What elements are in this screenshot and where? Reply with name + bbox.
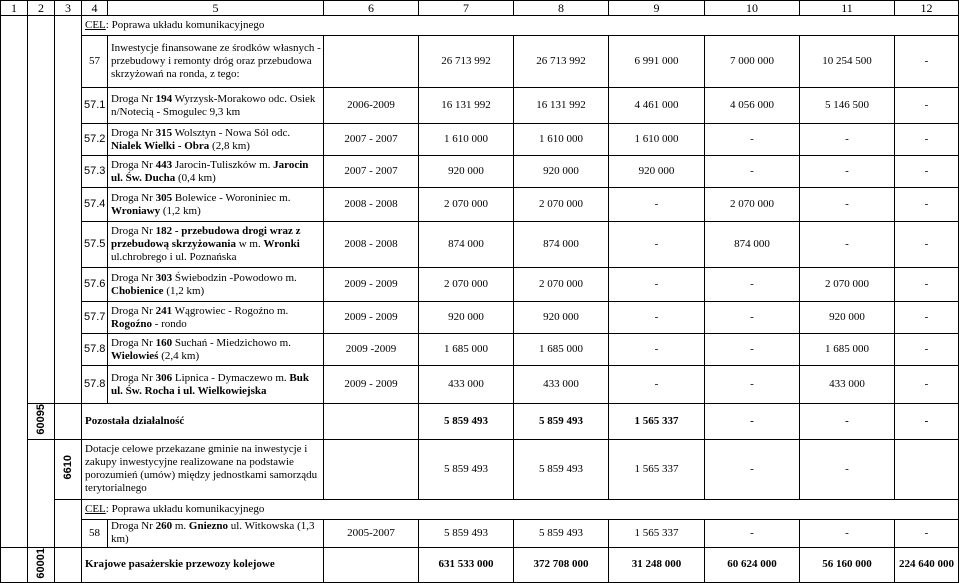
row-description: Droga Nr 443 Jarocin-Tuliszków m. Jarocin ul. Św. Ducha (0,4 km)	[108, 156, 324, 188]
value-cell: -	[609, 302, 705, 334]
period-cell: 2006-2009	[324, 88, 419, 124]
cel-label: CEL	[85, 19, 106, 31]
paragraph-label: Dotacje celowe przekazane gminie na inwestycje i zakupy inwestycyjne realizowane na podstawie porozumień (umów) między jednostkami samorządu terytorialnego	[82, 439, 324, 499]
period-cell: 2008 - 2008	[324, 188, 419, 222]
period-cell: 2007 - 2007	[324, 156, 419, 188]
table-row	[1, 519, 959, 547]
table-row	[1, 334, 959, 366]
paragraph-row	[1, 439, 959, 499]
value-cell: -	[705, 334, 800, 366]
value-cell: 6 991 000	[609, 36, 705, 88]
row-description: Droga Nr 305 Bolewice - Woroniniec m. Wroniawy (1,2 km)	[108, 188, 324, 222]
value-cell: 920 000	[419, 302, 514, 334]
value-cell: 1 610 000	[609, 124, 705, 156]
value-cell: 26 713 992	[514, 36, 609, 88]
value-cell: -	[800, 156, 895, 188]
header-cell: 9	[609, 1, 705, 16]
value-cell: 56 160 000	[800, 547, 895, 583]
row-description: Droga Nr 194 Wyrzysk-Morakowo odc. Osiek n/Notecią - Smogulec 9,3 km	[108, 88, 324, 124]
value-cell: 31 248 000	[609, 547, 705, 583]
value-cell: -	[895, 88, 959, 124]
value-cell: -	[895, 302, 959, 334]
value-cell: 5 859 493	[419, 439, 514, 499]
value-cell: 874 000	[419, 222, 514, 268]
header-cell: 5	[108, 1, 324, 16]
value-cell: 4 056 000	[705, 88, 800, 124]
value-cell: 874 000	[514, 222, 609, 268]
value-cell: -	[705, 156, 800, 188]
header-cell: 7	[419, 1, 514, 16]
value-cell: 1 685 000	[800, 334, 895, 366]
value-cell: -	[895, 404, 959, 440]
section-row	[1, 547, 959, 583]
table-row	[1, 222, 959, 268]
row-number: 58	[82, 519, 108, 547]
table-row	[1, 156, 959, 188]
value-cell: -	[895, 222, 959, 268]
row-number: 57.1	[82, 88, 108, 124]
value-cell: 16 131 992	[514, 88, 609, 124]
value-cell: 16 131 992	[419, 88, 514, 124]
value-cell: 224 640 000	[895, 547, 959, 583]
row-description: Droga Nr 160 Suchań - Miedzichowo m. Wielowieś (2,4 km)	[108, 334, 324, 366]
value-cell	[324, 404, 419, 440]
header-cell: 8	[514, 1, 609, 16]
value-cell: 1 565 337	[609, 404, 705, 440]
row-number: 57	[82, 36, 108, 88]
section-label: Pozostała działalność	[82, 404, 324, 440]
section-code-cell	[28, 547, 55, 583]
row-number: 57.8	[82, 366, 108, 404]
table-row	[1, 366, 959, 404]
value-cell: 433 000	[514, 366, 609, 404]
row-description: Droga Nr 315 Wolsztyn - Nowa Sól odc. Nialek Wielki - Obra (2,8 km)	[108, 124, 324, 156]
header-cell: 6	[324, 1, 419, 16]
value-cell: 10 254 500	[800, 36, 895, 88]
value-cell: 920 000	[609, 156, 705, 188]
paragraph-code: 6610	[61, 454, 74, 480]
row-description: Inwestycje finansowane ze środków własnych - przebudowy i remonty dróg oraz przebudowa skrzyżowań na ronda, z tego:	[108, 36, 324, 88]
value-cell: 920 000	[514, 156, 609, 188]
value-cell: 433 000	[419, 366, 514, 404]
row-number: 57.5	[82, 222, 108, 268]
value-cell: 1 565 337	[609, 519, 705, 547]
table-row	[1, 302, 959, 334]
value-cell: -	[609, 334, 705, 366]
table-row	[1, 88, 959, 124]
value-cell: 2 070 000	[514, 188, 609, 222]
header-row	[1, 1, 959, 16]
period-cell: 2009 - 2009	[324, 268, 419, 302]
row-description: Droga Nr 241 Wągrowiec - Rogoźno m. Rogoźno - rondo	[108, 302, 324, 334]
value-cell	[324, 36, 419, 88]
row-number: 57.3	[82, 156, 108, 188]
section-code: 60095	[34, 404, 47, 435]
value-cell: 433 000	[800, 366, 895, 404]
cel-row	[1, 499, 959, 519]
header-cell: 2	[28, 1, 55, 16]
value-cell: -	[800, 222, 895, 268]
value-cell: -	[609, 188, 705, 222]
value-cell	[324, 439, 419, 499]
value-cell	[895, 439, 959, 499]
value-cell: -	[705, 404, 800, 440]
value-cell: 5 859 493	[514, 404, 609, 440]
value-cell: -	[705, 124, 800, 156]
row-number: 57.6	[82, 268, 108, 302]
value-cell: 5 146 500	[800, 88, 895, 124]
row-description: Droga Nr 182 - przebudowa drogi wraz z przebudową skrzyżowania w m. Wronki ul.chrobrego i ul. Poznańska	[108, 222, 324, 268]
cel-text: : Poprawa układu komunikacyjnego	[105, 502, 265, 515]
header-cell: 4	[82, 1, 108, 16]
value-cell: -	[800, 439, 895, 499]
period-cell: 2008 - 2008	[324, 222, 419, 268]
value-cell: 5 859 493	[419, 404, 514, 440]
table-row	[1, 124, 959, 156]
value-cell: 1 685 000	[419, 334, 514, 366]
table-row	[1, 268, 959, 302]
row-number: 57.8	[82, 334, 108, 366]
value-cell: 1 610 000	[514, 124, 609, 156]
period-cell: 2009 - 2009	[324, 302, 419, 334]
row-description: Droga Nr 306 Lipnica - Dymaczewo m. Buk ul. Św. Rocha i ul. Wielkowiejska	[108, 366, 324, 404]
value-cell: 60 624 000	[705, 547, 800, 583]
header-cell: 3	[55, 1, 82, 16]
value-cell: -	[895, 124, 959, 156]
value-cell: -	[705, 366, 800, 404]
header-cell: 1	[1, 1, 28, 16]
value-cell: -	[800, 519, 895, 547]
value-cell	[324, 547, 419, 583]
value-cell: 1 565 337	[609, 439, 705, 499]
value-cell: -	[800, 124, 895, 156]
period-cell: 2007 - 2007	[324, 124, 419, 156]
table-row	[1, 36, 959, 88]
section-code-cell	[28, 404, 55, 440]
cel-label: CEL	[85, 502, 106, 515]
value-cell: -	[895, 366, 959, 404]
value-cell: -	[895, 36, 959, 88]
row-number: 57.4	[82, 188, 108, 222]
section-label: Krajowe pasażerskie przewozy kolejowe	[82, 547, 324, 583]
table-row	[1, 188, 959, 222]
value-cell: -	[895, 188, 959, 222]
value-cell: -	[609, 222, 705, 268]
cel-text: : Poprawa układu komunikacyjnego	[105, 19, 265, 31]
value-cell: -	[705, 439, 800, 499]
row-description: Droga Nr 303 Świebodzin -Powodowo m. Chobienice (1,2 km)	[108, 268, 324, 302]
value-cell: 631 533 000	[419, 547, 514, 583]
row-description: Droga Nr 260 m. Gniezno ul. Witkowska (1,3 km)	[108, 519, 324, 547]
value-cell: 4 461 000	[609, 88, 705, 124]
value-cell: -	[609, 268, 705, 302]
value-cell: -	[609, 366, 705, 404]
value-cell: 7 000 000	[705, 36, 800, 88]
value-cell: -	[705, 519, 800, 547]
value-cell: 920 000	[419, 156, 514, 188]
period-cell: 2009 -2009	[324, 334, 419, 366]
value-cell: 5 859 493	[514, 519, 609, 547]
value-cell: 372 708 000	[514, 547, 609, 583]
cel-row	[1, 16, 959, 36]
row-number: 57.2	[82, 124, 108, 156]
value-cell: -	[800, 188, 895, 222]
value-cell: 2 070 000	[705, 188, 800, 222]
header-cell: 12	[895, 1, 959, 16]
value-cell: -	[705, 302, 800, 334]
value-cell: 1 685 000	[514, 334, 609, 366]
period-cell: 2005-2007	[324, 519, 419, 547]
value-cell: -	[895, 156, 959, 188]
value-cell: 5 859 493	[514, 439, 609, 499]
value-cell: -	[895, 334, 959, 366]
value-cell: 2 070 000	[800, 268, 895, 302]
value-cell: -	[705, 268, 800, 302]
section-row	[1, 404, 959, 440]
value-cell: 26 713 992	[419, 36, 514, 88]
value-cell: 874 000	[705, 222, 800, 268]
value-cell: -	[895, 519, 959, 547]
header-cell: 10	[705, 1, 800, 16]
value-cell: 1 610 000	[419, 124, 514, 156]
value-cell: 5 859 493	[419, 519, 514, 547]
value-cell: 2 070 000	[419, 268, 514, 302]
value-cell: -	[895, 268, 959, 302]
row-number: 57.7	[82, 302, 108, 334]
value-cell: 2 070 000	[419, 188, 514, 222]
value-cell: 920 000	[514, 302, 609, 334]
header-cell: 11	[800, 1, 895, 16]
value-cell: 2 070 000	[514, 268, 609, 302]
value-cell: -	[800, 404, 895, 440]
section-code: 60001	[34, 547, 47, 579]
period-cell: 2009 - 2009	[324, 366, 419, 404]
value-cell: 920 000	[800, 302, 895, 334]
paragraph-code-cell	[55, 439, 82, 499]
